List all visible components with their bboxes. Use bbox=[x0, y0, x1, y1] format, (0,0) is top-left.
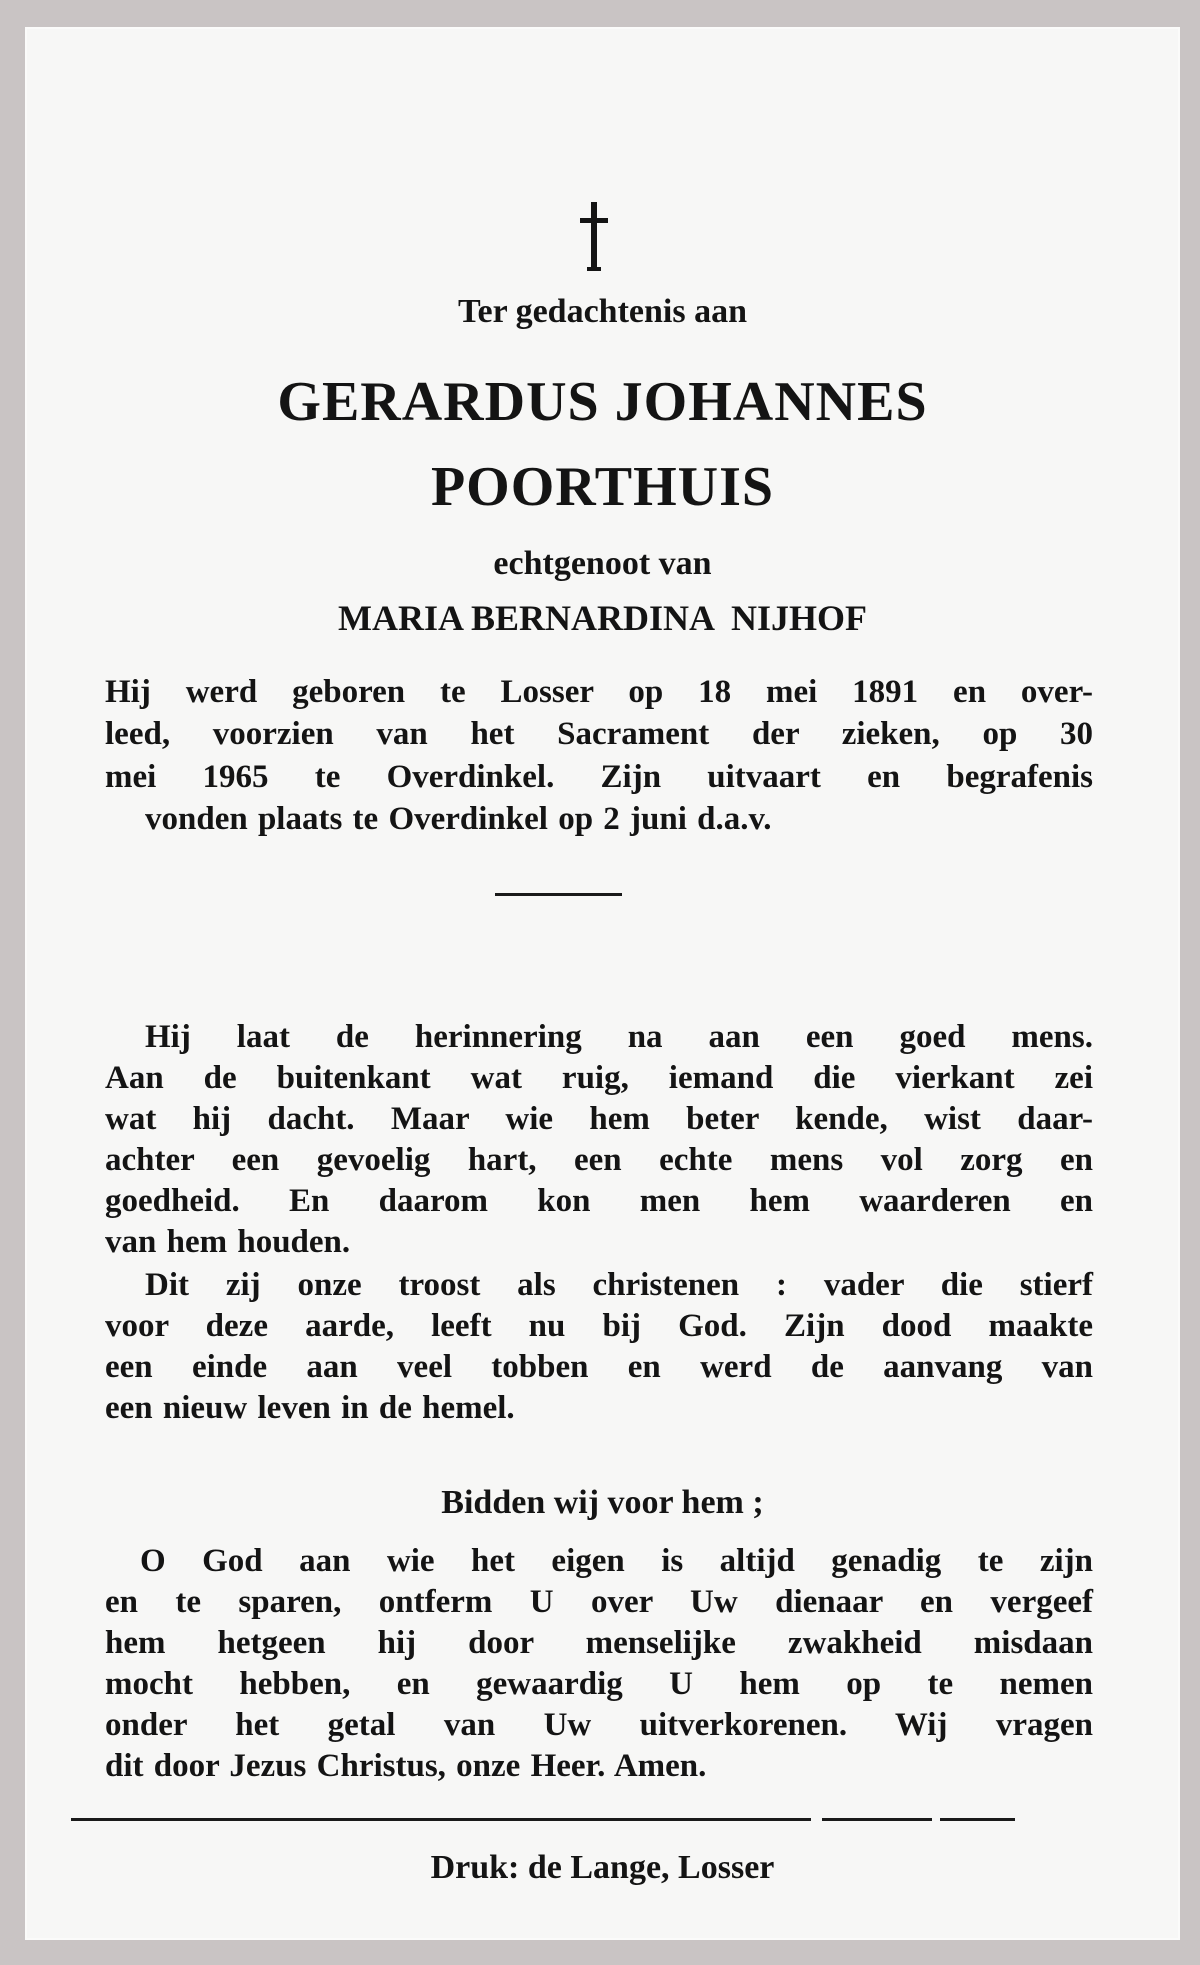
prayer-heading: Bidden wij voor hem ; bbox=[441, 1484, 764, 1521]
text-line: van hem houden. bbox=[105, 1224, 351, 1260]
text-line: wat hij dacht. Maar wie hem beter kende, wist daar- bbox=[105, 1101, 1093, 1137]
text-line: onder het getal van Uw uitverkorenen. Wij vragen bbox=[105, 1707, 1093, 1743]
text-line: dit door Jezus Christus, onze Heer. Amen. bbox=[105, 1748, 707, 1784]
text-line: mocht hebben, en gewaardig U hem op te nemen bbox=[105, 1666, 1093, 1702]
cross-icon bbox=[578, 202, 610, 272]
text-line: mei 1965 te Overdinkel. Zijn uitvaart en begrafenis bbox=[105, 759, 1093, 795]
printer-credit: Druk: de Lange, Losser bbox=[430, 1849, 775, 1886]
divider-segment bbox=[940, 1818, 1015, 1821]
text-line: Dit zij onze troost als christenen : vader die stierf bbox=[145, 1267, 1093, 1303]
divider-long bbox=[71, 1818, 811, 1821]
text-line: Aan de buitenkant wat ruig, iemand die vierkant zei bbox=[105, 1060, 1093, 1096]
text-line: en te sparen, ontferm U over Uw dienaar en vergeef bbox=[105, 1584, 1093, 1620]
deceased-name-line1: GERARDUS JOHANNES bbox=[277, 371, 928, 433]
text-line: Hij werd geboren te Losser op 18 mei 1891 en over- bbox=[105, 674, 1093, 710]
divider-segment bbox=[822, 1818, 932, 1821]
divider-short bbox=[495, 893, 622, 896]
text-line: goedheid. En daarom kon men hem waarderen en bbox=[105, 1183, 1093, 1219]
text-line: hem hetgeen hij door menselijke zwakheid misdaan bbox=[105, 1625, 1093, 1661]
text-line: een nieuw leven in de hemel. bbox=[105, 1390, 515, 1426]
text-line: achter een gevoelig hart, een echte mens vol zorg en bbox=[105, 1142, 1093, 1178]
memorial-card bbox=[25, 27, 1180, 1940]
text-line: voor deze aarde, leeft nu bij God. Zijn dood maakte bbox=[105, 1308, 1093, 1344]
spouse-label: echtgenoot van bbox=[493, 545, 712, 582]
text-line: leed, voorzien van het Sacrament der zieken, op 30 bbox=[105, 716, 1093, 752]
text-line: Hij laat de herinnering na aan een goed mens. bbox=[145, 1019, 1093, 1055]
deceased-name-line2: POORTHUIS bbox=[430, 456, 775, 518]
text-line: een einde aan veel tobben en werd de aanvang van bbox=[105, 1349, 1093, 1385]
spouse-name: MARIA BERNARDINA NIJHOF bbox=[337, 598, 868, 638]
text-line: O God aan wie het eigen is altijd genadig te zijn bbox=[140, 1543, 1093, 1579]
heading: Ter gedachtenis aan bbox=[457, 293, 748, 330]
text-line: vonden plaats te Overdinkel op 2 juni d.a.v. bbox=[145, 801, 772, 837]
